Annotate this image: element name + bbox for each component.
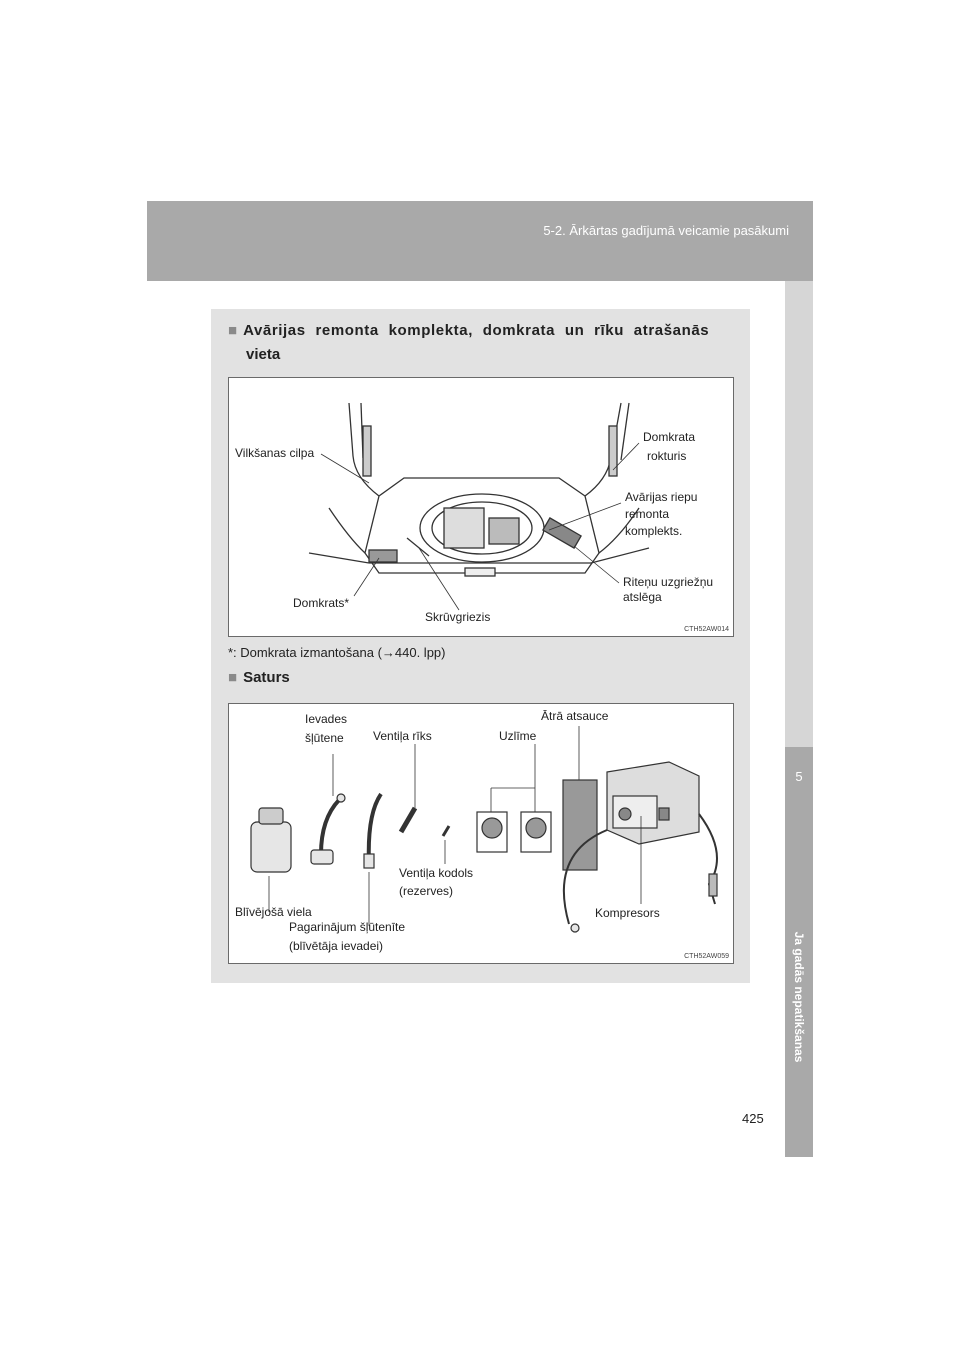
section-heading-location (228, 322, 728, 339)
callout-extension-hose-1: Pagarinājum šļūtenīte (289, 920, 406, 934)
section-breadcrumb: 5-2. Ārkārtas gadījumā veicamie pasākumi (543, 223, 789, 238)
chapter-title: Ja gadās nepatikšanas (792, 931, 806, 1063)
callout-repair-kit-2: remonta (625, 507, 670, 521)
square-bullet-icon: ■ (228, 669, 238, 686)
callout-valve-tool: Ventiļa rīks (373, 729, 432, 743)
callout-quick-reference: Ātrā atsauce (541, 709, 609, 723)
kit-contents-figure (228, 703, 734, 964)
chapter-tab[interactable] (785, 747, 813, 1157)
side-tab-upper (785, 281, 813, 747)
callout-repair-kit-3: komplekts. (625, 524, 683, 538)
callout-compressor: Kompresors (595, 906, 660, 920)
heading-line-2: vieta (246, 346, 281, 363)
callout-extension-hose-2: (blīvētāja ievadei) (289, 939, 384, 953)
trunk-figure (228, 377, 734, 637)
header-band (147, 201, 813, 281)
callout-jack-handle-1: Domkrata (643, 430, 696, 444)
jack-usage-note: *: Domkrata izmantošana (→440. lpp) (228, 645, 446, 660)
callout-repair-kit-1: Avārijas riepu (625, 490, 698, 504)
callout-wheel-wrench-2: atslēga (623, 590, 662, 604)
callout-inlet-hose-1: Ievades (305, 712, 348, 726)
chapter-number: 5 (795, 769, 803, 784)
callout-inlet-hose-2: šļūtene (305, 731, 344, 745)
callout-wheel-wrench-1: Riteņu uzgriežņu (623, 575, 714, 589)
callout-valve-core-2: (rezerves) (399, 884, 454, 898)
figure-code-1: CTH52AW014 (684, 626, 729, 633)
callout-sticker: Uzlīme (499, 729, 537, 743)
heading-line-1: Avārijas remonta komplekta, domkrata un rīku atrašanās (243, 322, 710, 339)
page-number: 425 (742, 1111, 764, 1126)
figure-code-2: CTH52AW059 (684, 953, 729, 960)
square-bullet-icon: ■ (228, 322, 238, 339)
callout-jack-handle-2: rokturis (647, 449, 687, 463)
callout-jack: Domkrats* (293, 596, 350, 610)
section-heading-contents (228, 669, 290, 686)
contents-heading: Saturs (243, 669, 290, 686)
callout-screwdriver: Skrūvgriezis (425, 610, 491, 624)
callout-tow-eye: Vilkšanas cilpa (235, 446, 315, 460)
callout-sealant: Blīvējošā viela (235, 905, 312, 919)
section-heading-location-2 (246, 346, 280, 363)
callout-valve-core-1: Ventiļa kodols (399, 866, 474, 880)
